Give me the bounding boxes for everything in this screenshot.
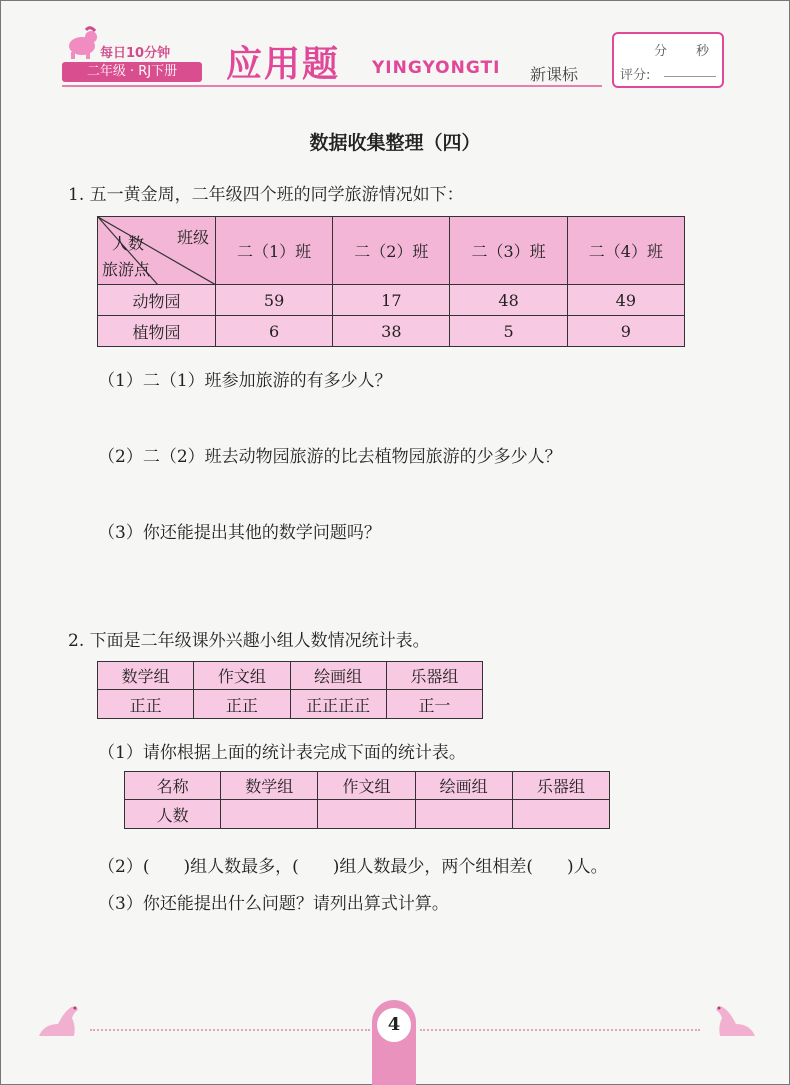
q2-count-table xyxy=(124,771,610,829)
logo-text: 每日10分钟 xyxy=(100,46,171,61)
table-cell: 9 xyxy=(567,316,684,347)
footer-dotted-line-left xyxy=(90,1029,370,1031)
column-header: 绘画组 xyxy=(415,772,512,800)
score-second-label: 秒 xyxy=(696,44,710,59)
column-header: 作文组 xyxy=(194,662,290,690)
column-header: 数学组 xyxy=(98,662,194,690)
book-title-pinyin: YINGYONGTI xyxy=(372,58,501,78)
edition-label: 新课标 xyxy=(530,65,579,84)
q2-sub1: （1）请你根据上面的统计表完成下面的统计表。 xyxy=(98,743,466,763)
table-row xyxy=(98,690,483,719)
q2-sub3: （3）你还能提出什么问题？请列出算式计算。 xyxy=(98,894,449,914)
table-cell: 48 xyxy=(450,285,567,316)
q1-table-corner-cell xyxy=(98,217,216,285)
blank-cell[interactable] xyxy=(512,800,609,829)
dinosaur-icon xyxy=(34,1002,94,1042)
q1-table xyxy=(97,216,685,347)
score-minute-label: 分 xyxy=(654,44,668,59)
footer-dotted-line-right xyxy=(420,1029,700,1031)
page-title: 数据收集整理（四） xyxy=(309,132,481,154)
corner-label-class: 班级 xyxy=(176,228,209,247)
table-cell: 17 xyxy=(333,285,450,316)
corner-label-count: 人数 xyxy=(112,234,145,253)
q1-sub1: （1）二（1）班参加旅游的有多少人？ xyxy=(98,371,392,391)
book-title: 应用题 xyxy=(226,44,341,85)
blank-cell[interactable] xyxy=(415,800,512,829)
tally-cell: 正正正正 xyxy=(290,690,386,719)
column-header: 二（2）班 xyxy=(333,217,450,285)
table-row xyxy=(98,316,685,347)
tally-cell: 正正 xyxy=(98,690,194,719)
tally-cell: 正正 xyxy=(194,690,290,719)
score-box xyxy=(612,32,724,88)
q2-sub2: （2）( )组人数最多，( )组人数最少，两个组相差( )人。 xyxy=(98,857,608,877)
blank-cell[interactable] xyxy=(318,800,415,829)
blank-cell[interactable] xyxy=(221,800,318,829)
column-header: 二（1）班 xyxy=(215,217,332,285)
row-label: 人数 xyxy=(125,800,221,829)
column-header: 作文组 xyxy=(318,772,415,800)
q1-prompt: 1. 五一黄金周，二年级四个班的同学旅游情况如下： xyxy=(68,185,464,205)
q1-sub3: （3）你还能提出其他的数学问题吗？ xyxy=(98,523,381,543)
table-cell: 49 xyxy=(567,285,684,316)
table-cell: 59 xyxy=(215,285,332,316)
column-header: 数学组 xyxy=(221,772,318,800)
row-label: 植物园 xyxy=(98,316,216,347)
score-blank-line xyxy=(664,76,716,77)
table-cell: 38 xyxy=(333,316,450,347)
tally-cell: 正一 xyxy=(386,690,482,719)
row-label: 名称 xyxy=(125,772,221,800)
column-header: 二（3）班 xyxy=(450,217,567,285)
pony-icon xyxy=(62,26,100,60)
corner-label-site: 旅游点 xyxy=(102,260,151,279)
page-number: 4 xyxy=(377,1008,411,1042)
q2-tally-table xyxy=(97,661,483,719)
score-label: 评分: xyxy=(620,68,651,83)
column-header: 乐器组 xyxy=(386,662,482,690)
table-cell: 6 xyxy=(215,316,332,347)
column-header: 乐器组 xyxy=(512,772,609,800)
q1-sub2: （2）二（2）班去动物园旅游的比去植物园旅游的少多少人？ xyxy=(98,447,562,467)
table-cell: 5 xyxy=(450,316,567,347)
header-rule xyxy=(62,85,602,87)
dinosaur-icon xyxy=(700,1002,760,1042)
table-row xyxy=(125,800,610,829)
grade-badge: 二年级 · RJ下册 xyxy=(62,62,202,82)
column-header: 绘画组 xyxy=(290,662,386,690)
table-row xyxy=(98,285,685,316)
q2-prompt: 2. 下面是二年级课外兴趣小组人数情况统计表。 xyxy=(68,631,430,651)
row-label: 动物园 xyxy=(98,285,216,316)
column-header: 二（4）班 xyxy=(567,217,684,285)
